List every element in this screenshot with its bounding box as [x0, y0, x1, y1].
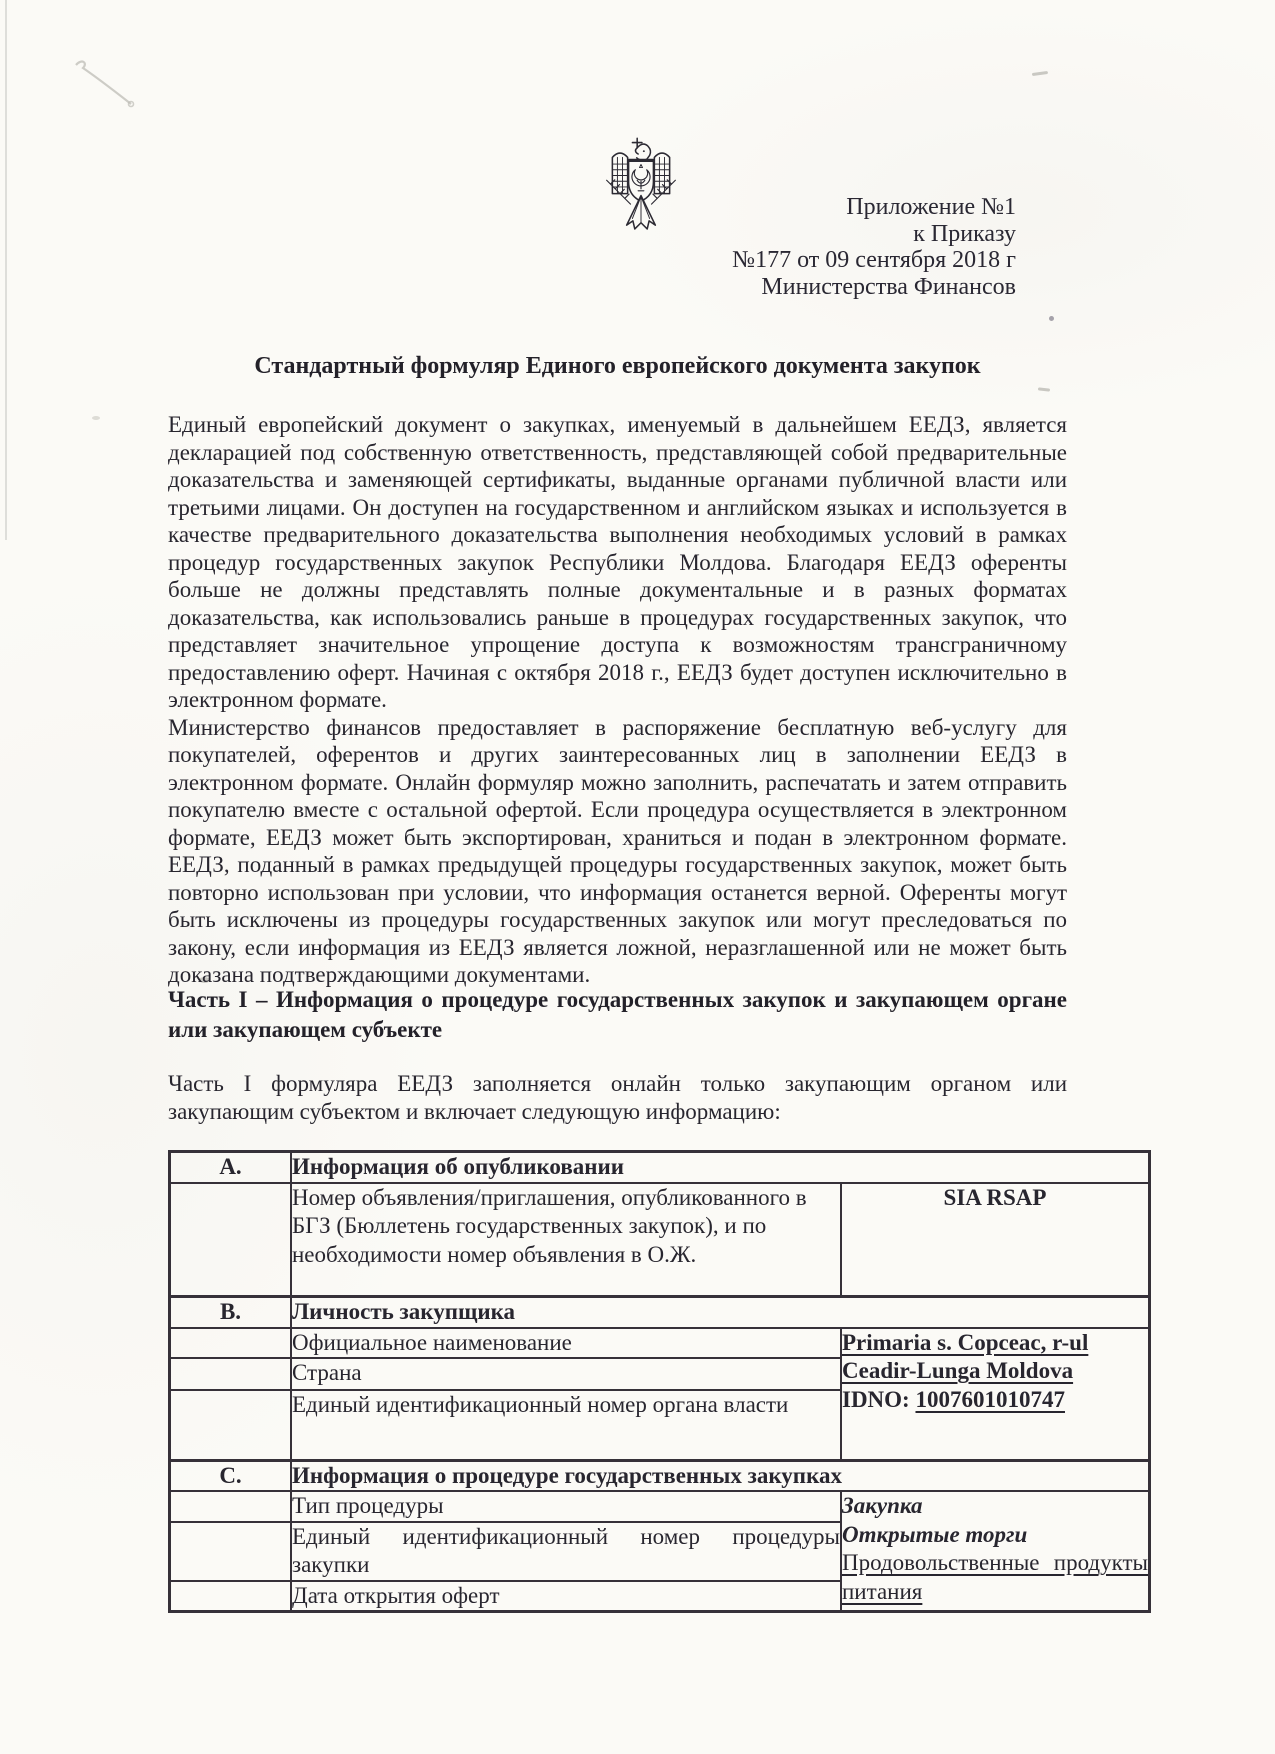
procedure-object-value: Продовольственные продукты питания	[842, 1550, 1148, 1604]
procedure-kind-value: Открытые торги	[842, 1521, 1028, 1547]
scan-edge-artifact	[5, 0, 7, 540]
row-label: Единый идентификационный номер процедуры закупки	[291, 1522, 841, 1581]
buyer-identity-value	[841, 1328, 1150, 1461]
part1-heading: Часть I – Информация о процедуре государственных закупок и закупающем органе или закупающем субъекте	[168, 987, 1067, 1042]
header-line-number-date: №177 от 09 сентября 2018 г	[732, 247, 1016, 273]
idno-number: 1007601010747	[915, 1386, 1065, 1412]
section-b-header-row	[170, 1297, 1150, 1328]
part1-intro: Часть I формуляра ЕЕДЗ заполняется онлайн только закупающим органом или закупающим субъектом и включает следующую информацию:	[168, 1071, 1067, 1124]
header-line-annex: Приложение №1	[846, 194, 1016, 220]
letter-cell-empty	[170, 1390, 292, 1460]
buyer-name: Primaria s. Copceac, r-ul Ceadir-Lunga Moldova	[842, 1329, 1089, 1383]
idno-label: IDNO:	[842, 1386, 910, 1412]
scan-speck	[92, 416, 100, 420]
letter-cell-empty	[170, 1328, 292, 1359]
section-a-header-row	[170, 1152, 1150, 1183]
row-label: Единый идентификационный номер органа власти	[291, 1390, 841, 1460]
table-row	[170, 1328, 1150, 1359]
header-annotation	[732, 194, 1016, 300]
scan-speck	[1032, 71, 1048, 76]
header-line-order: к Приказу	[913, 220, 1016, 247]
letter-cell-empty	[170, 1581, 292, 1612]
intro-paragraph: Единый европейский документ о закупках, именуемый в дальнейшем ЕЕДЗ, является декларацией под собственную ответственность, представляющей собой предварительные доказательства и заменяющей сертификаты, выданные органами публичной власти или третьими лицами. Он доступен на государственном и английском языках и используется в качестве предварительного доказательства выполнения необходимых условий в рамках процедур государственных закупок Республики Молдова. Благодаря ЕЕДЗ оференты больше не должны представлять полные документальные и в разных форматах доказательства, как использовались раньше в процедурах государственных закупок, что представляет значительное упрощение доступа к возможностям трансграничному предоставлению оферт. Начиная с октября 2018 г., ЕЕДЗ будет доступен исключительно в электронном формате.	[168, 412, 1067, 712]
moldova-coat-of-arms-icon	[599, 136, 683, 236]
row-label: Номер объявления/приглашения, опубликованного в БГЗ (Бюллетень государственных закупок), и по необходимости номер объявления в О.Ж.	[291, 1183, 841, 1297]
document-title: Стандартный формуляр Единого европейского документа закупок	[254, 353, 981, 379]
intro-paragraph: Министерство финансов предоставляет в распоряжение бесплатную веб-услугу для покупателей, оферентов и других заинтересованных лиц в заполнении ЕЕДЗ в электронном формате. Онлайн формуляр можно заполнить, распечатать и затем отправить покупателю вместе с остальной офертой. Если процедура осуществляется в электронном формате, ЕЕДЗ может быть экспортирован, храниться и подан в электронном формате. ЕЕДЗ, поданный в рамках предыдущей процедуры государственных закупок, может быть повторно использован при условии, что информация останется верной. Оференты могут быть исключены из процедуры государственных закупок или могут преследоваться по закону, если информация из ЕЕДЗ является ложной, неразглашенной или не может быть доказана подтверждающими документами.	[168, 714, 1067, 987]
scan-speck	[1038, 387, 1050, 391]
procedure-info-value	[841, 1491, 1150, 1612]
table-row	[170, 1183, 1150, 1297]
section-title: Информация об опубликовании	[291, 1152, 1150, 1183]
section-title: Личность закупщика	[291, 1297, 1150, 1328]
section-title: Информация о процедуре государственных закупках	[291, 1460, 1150, 1491]
row-label: Тип процедуры	[291, 1491, 841, 1522]
scan-speck	[1049, 316, 1054, 321]
letter-cell-empty	[170, 1183, 292, 1297]
row-label: Дата открытия оферт	[291, 1581, 841, 1612]
section-letter: В.	[170, 1297, 292, 1328]
header-line-ministry: Министерства Финансов	[761, 273, 1016, 300]
procedure-type-value: Закупка	[842, 1493, 923, 1518]
row-label: Страна	[291, 1358, 841, 1390]
intro-text-block	[168, 411, 1067, 989]
letter-cell-empty	[170, 1491, 292, 1522]
section-letter: А.	[170, 1152, 292, 1183]
section-c-header-row	[170, 1460, 1150, 1491]
pencil-mark	[68, 55, 148, 115]
buyer-idno	[842, 1386, 1148, 1415]
table-row	[170, 1491, 1150, 1522]
row-value: SIA RSAP	[841, 1183, 1150, 1297]
row-label: Официальное наименование	[291, 1328, 841, 1359]
letter-cell-empty	[170, 1522, 292, 1581]
section-letter: С.	[170, 1460, 292, 1491]
letter-cell-empty	[170, 1358, 292, 1390]
procurement-info-table	[168, 1150, 1151, 1613]
